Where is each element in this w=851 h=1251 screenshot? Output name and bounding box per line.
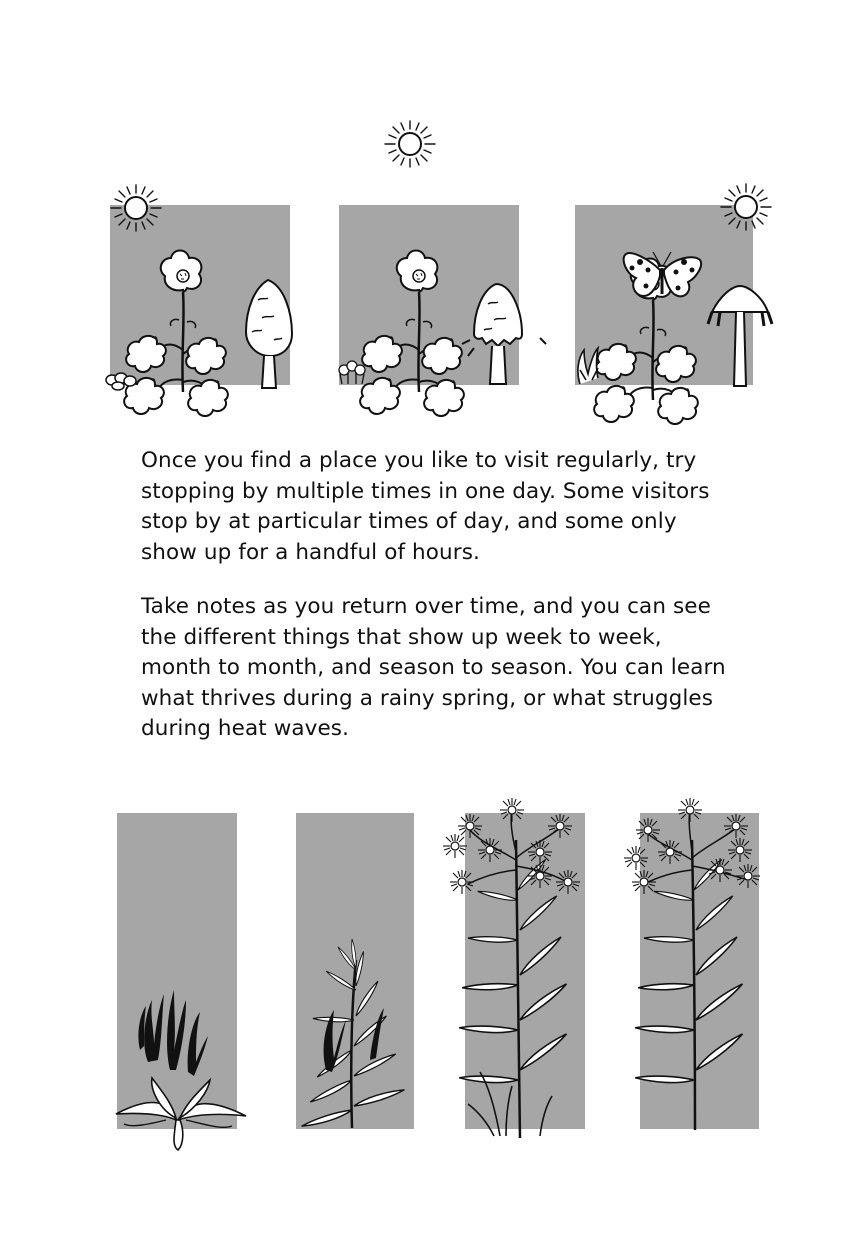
flower-plant-icon [124,251,228,417]
sprouting-bulb-icon [578,348,598,384]
sun-icon [111,185,161,231]
sun-icon [721,184,771,230]
mushroom-icon [462,284,546,384]
paragraph-2: Take notes as you return over time, and you can see the different things that show up week to week, month to month, and season to season. You can learn what thrives during a rainy spring, or what struggles during heat waves. [141,594,726,741]
fleabane-plant-icon [443,798,580,1138]
fleabane-plant-icon [302,939,405,1128]
butterfly-icon [624,252,701,296]
paragraph-1: Once you find a place you like to visit regularly, try stopping by multiple times in one day. Some visitors stop by at particular times of day, and some only show up for a handful of hours. [141,448,710,565]
mushroom-icon [246,280,292,388]
flower-plant-icon [360,251,464,417]
mushroom-cluster-icon [339,361,365,384]
mushroom-icon [708,286,772,386]
fleabane-plant-icon [116,990,246,1150]
fleabane-plant-icon [624,798,760,1130]
sun-icon [385,121,435,167]
body-text [141,446,761,769]
